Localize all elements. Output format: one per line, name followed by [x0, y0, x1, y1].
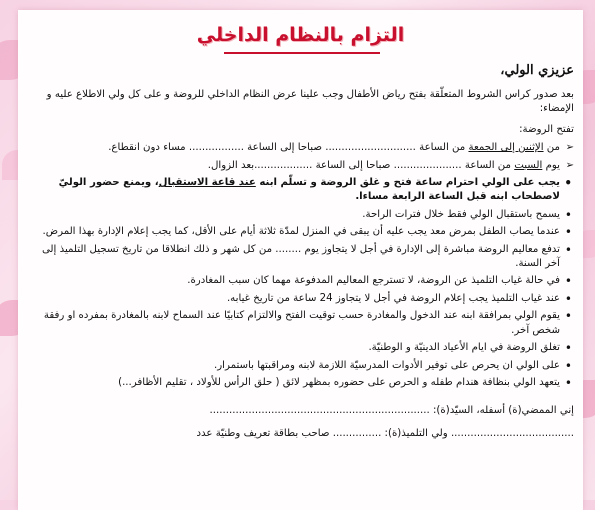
rule-text: يتعهد الولي بنظافة هندام طفله و الحرص على حضوره بمظهر لائق ( حلق الرأس للأولاد ، تقليم الأظافر...): [118, 376, 560, 388]
signature-line: إني الممضي(ة) أسفله، السيّد(ة): ....................................................................: [209, 405, 574, 417]
schedule-hours: من الساعة ..................... صباحا إلى الساعة ..................بعد الزوال.: [207, 159, 515, 171]
rule-item: [32, 225, 560, 239]
schedule-prefix: يوم: [542, 159, 560, 171]
rule-text: يجب على الولي احترام ساعة فتح و غلق الروضة و تسلّم ابنه: [255, 177, 560, 189]
rule-item: [32, 309, 560, 338]
rule-emphasis: عند قاعة الاستقبال: [158, 177, 256, 189]
page-title: التزام بالنظام الداخلي: [196, 24, 405, 46]
intro-paragraph: بعد صدور كراس الشروط المتعلّقة بفتح رياض الأطفال وجب علينا عرض النظام الداخلي للروضة و على كل ولي الاطلاع عليه و الإمضاء:: [46, 89, 574, 115]
schedule-hours: من الساعة ............................ صباحا إلى الساعة ................. مساء دون انقطاع.: [108, 142, 469, 154]
rule-text: على الولي ان يحرص على توفير الأدوات المدرسيّة اللازمة لابنه ومراقبتها باستمرار.: [213, 359, 560, 371]
rule-text: في حالة غياب التلميذ عن الروضة، لا تسترجع المعاليم المدفوعة مهما كان سبب المغادرة.: [187, 275, 560, 287]
rules-list: [32, 176, 574, 390]
schedule-prefix: من: [543, 142, 560, 154]
opening-label: تفتح الروضة:: [519, 123, 574, 135]
schedule-item: [32, 159, 560, 173]
rule-text: عندما يصاب الطفل بمرض معد يجب عليه أن يبقى في المنزل لمدّة ثلاثة أيام على الأقل، كما يجب إعلام الإدارة بهذا المرض.: [42, 226, 560, 238]
schedule-list: [32, 141, 574, 173]
rule-item: [32, 376, 560, 390]
rule-item: [32, 292, 560, 306]
signature-line-2: ...................................... ولي التلميذ(ة): ............... صاحب بطاقة تعريف وطنيّة عدد: [196, 427, 574, 439]
schedule-days: الإثنين إلى الجمعة: [468, 142, 544, 154]
greeting: عزيزي الولي،: [500, 63, 574, 78]
rule-item: [32, 341, 560, 355]
rule-text: يقوم الولي بمرافقة ابنه عند الدخول والمغادرة حسب توقيت الفتح والالتزام كتابيًا عند السماح لابنه بالمغادرة بمفرده او رفقة شخص آخر.: [43, 310, 560, 336]
title-underline: [224, 52, 380, 54]
rule-text-end: ، ويمنع حضور الوليّ لاصطحاب ابنه قبل الساعة الرابعة مساءا.: [58, 177, 560, 203]
schedule-item: [32, 141, 560, 155]
rule-item: [32, 208, 560, 222]
rule-item: [32, 176, 560, 205]
rule-text: عند غياب التلميذ يجب إعلام الروضة في أجل لا يتجاوز 24 ساعة من تاريخ غيابه.: [226, 292, 560, 304]
rule-item: [32, 274, 560, 288]
document-body: [32, 62, 574, 441]
schedule-days: السبت: [514, 159, 543, 171]
document-sheet: [18, 10, 583, 510]
rule-text: يسمح باستقبال الولي فقط خلال فترات الراحة.: [362, 208, 560, 220]
rule-item: [32, 359, 560, 373]
rule-item: [32, 243, 560, 272]
rule-text: تدفع معاليم الروضة مباشرة إلى الإدارة في أجل لا يتجاوز يوم ........ من كل شهر و ذلك انطلاقا من تاريخ تسجيل التلميذ إلى آخر السنة.: [41, 243, 560, 270]
rule-text: تغلق الروضة في ايام الأعياد الدينيّة و الوطنيّة.: [368, 342, 560, 354]
